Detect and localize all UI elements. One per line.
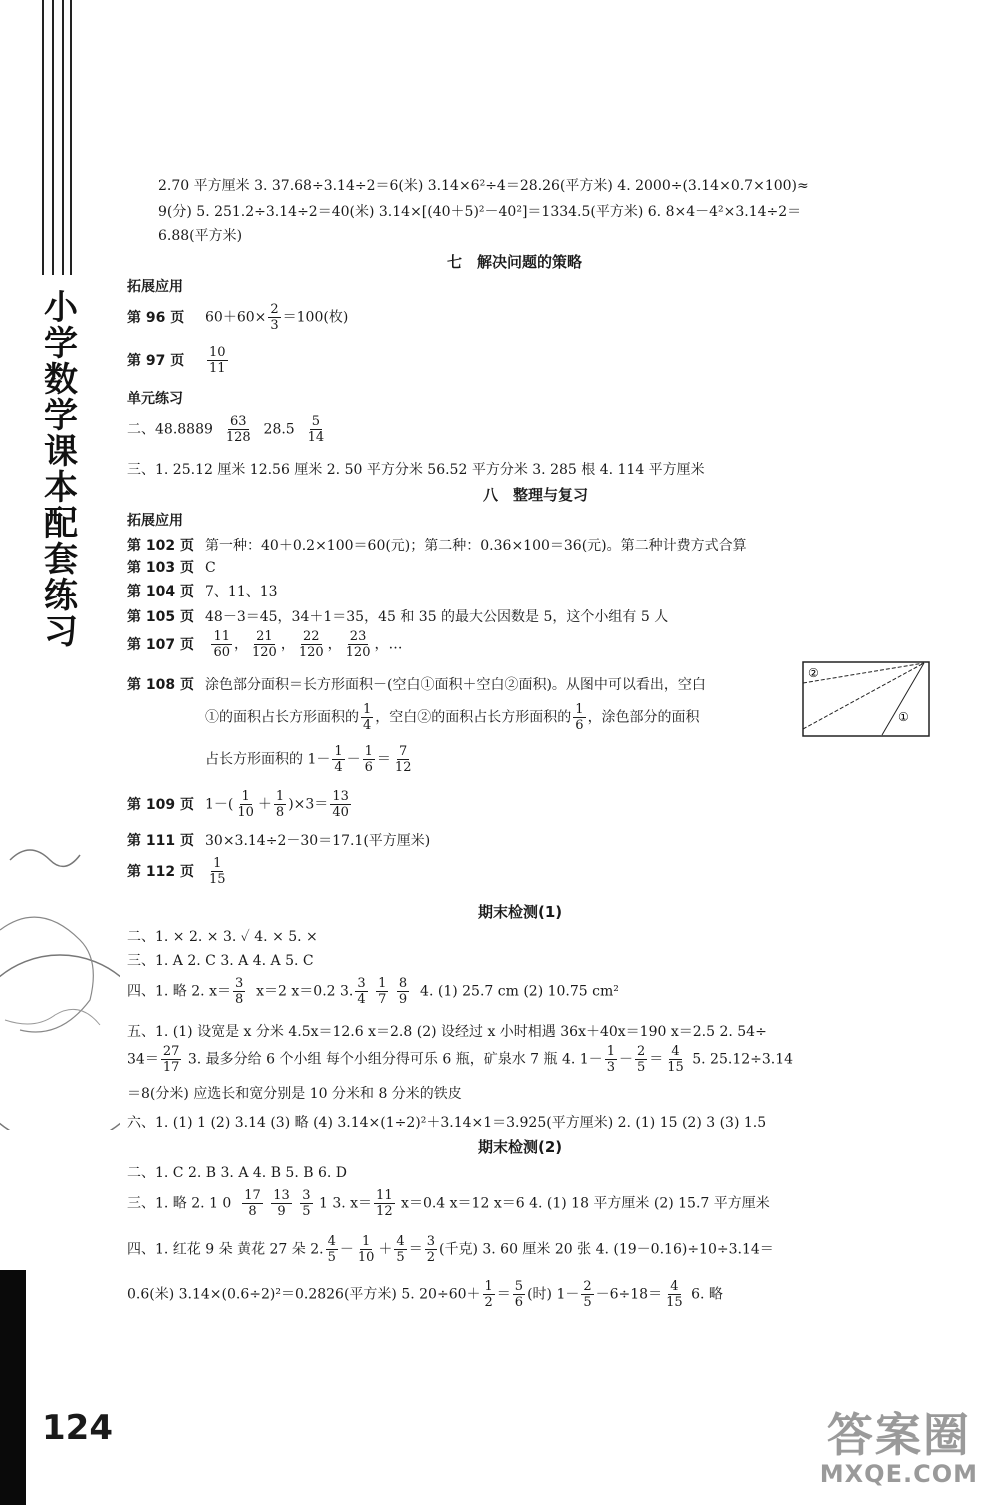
section-heading: 期末检测(2)	[478, 1138, 563, 1156]
answer-p102: 第 102 页 第一种：40＋0.2×100＝60(元)；第二种：0.36×100＝36(元)。第二种计费方式合算	[127, 538, 747, 554]
section-heading: 七 解决问题的策略	[447, 253, 583, 271]
book-title: 小 学 数 学 课 本 配 套 练 习	[44, 288, 78, 652]
answer-p109: 第 109 页 1－( $\frac{1}{10}$ ＋ $\frac{1}{8}$ )×3＝ $\frac{13}{40}$	[127, 789, 349, 820]
text-line: 0.6(米) 3.14×(0.6÷2)²＝0.2826(平方米) 5. 20÷60＋ $\frac{1}{2}$ ＝ $\frac{5}{6}$ (时) 1－ $\frac{2}{5}$ －6÷18＝ $\frac{4}{15}$ 6. 略	[127, 1279, 723, 1310]
answer-p108: 第 108 页 涂色部分面积＝长方形面积－(空白①面积＋空白②面积)。从图中可以看出，空白	[127, 677, 706, 693]
text-line: 六、1. (1) 1 (2) 3.14 (3) 略 (4) 3.14×(1÷2)²＋3.14×1＝3.925(平方厘米) 2. (1) 15 (2) 3 (3) 1.5	[127, 1115, 767, 1131]
text-line: ①的面积占长方形面积的 $\frac{1}{4}$ ，空白②的面积占长方形面积的 $\frac{1}{6}$ ，涂色部分的面积	[205, 702, 700, 733]
answer-p107: 第 107 页 $\frac{11}{60}$ ， $\frac{21}{120}$ ， $\frac{22}{120}$ ， $\frac{23}{120}$ ，…	[127, 629, 403, 660]
text-line: 四、1. 略 2. x＝ $\frac{3}{8}$ x＝2 x＝0.2 3. $\frac{3}{4}$ $\frac{1}{7}$ $\frac{8}{9}$ 4. (1) 25.7 cm (2) 10.75 cm²	[127, 976, 619, 1007]
text-line: 二、1. C 2. B 3. A 4. B 5. B 6. D	[127, 1165, 348, 1181]
text-line: 34＝ $\frac{27}{17}$ 3. 最多分给 6 个小组 每个小组分得可乐 6 瓶，矿泉水 7 瓶 4. 1－ $\frac{1}{3}$ － $\frac{2}{5}$ ＝ $\frac{4}{15}$ 5. 25.12÷3.14	[127, 1044, 794, 1075]
answer-p104: 第 104 页 7、11、13	[127, 584, 278, 600]
text-line: ＝8(分米) 应选长和宽分别是 10 分米和 8 分米的铁皮	[127, 1086, 462, 1102]
text-line: 2.70 平方厘米 3. 37.68÷3.14÷2＝6(米) 3.14×6²÷4＝28.26(平方米) 4. 2000÷(3.14×0.7×100)≈	[158, 178, 809, 194]
figure-label-2: ②	[808, 666, 819, 680]
answer-p111: 第 111 页 30×3.14÷2－30＝17.1(平方厘米)	[127, 833, 431, 849]
answer-p96: 第 96 页 60＋60× $\frac{2}{3}$ ＝100(枚)	[127, 302, 349, 333]
figure-label-1: ①	[898, 710, 909, 724]
rectangle-figure	[802, 661, 930, 737]
section-heading: 期末检测(1)	[478, 903, 563, 921]
answer-p112: 第 112 页 $\frac{1}{15}$	[127, 856, 226, 887]
text-line: 占长方形面积的 1－ $\frac{1}{4}$ － $\frac{1}{6}$ ＝ $\frac{7}{12}$	[205, 744, 412, 775]
globe-sketch-illustration	[0, 820, 120, 1130]
text-line: 6.88(平方米)	[158, 228, 243, 244]
text-line: 五、1. (1) 设宽是 x 分米 4.5x＝12.6 x＝2.8 (2) 设经过 x 小时相遇 36x＋40x＝190 x＝2.5 2. 54÷	[127, 1024, 767, 1040]
left-dark-bar	[0, 1270, 26, 1505]
text-line: 四、1. 红花 9 朵 黄花 27 朵 2. $\frac{4}{5}$ － $\frac{1}{10}$ ＋ $\frac{4}{5}$ ＝ $\frac{3}{2}$ (千克) 3. 60 厘米 20 张 4. (19－0.16)÷10÷3.14＝	[127, 1234, 774, 1265]
text-line: 9(分) 5. 251.2÷3.14÷2＝40(米) 3.14×[(40＋5)²－40²]＝1334.5(平方米) 6. 8×4－4²×3.14÷2＝	[158, 204, 802, 220]
answer-p97: 第 97 页 $\frac{10}{11}$	[127, 345, 226, 376]
text-line: 二、1. × 2. × 3. ✓ 4. × 5. ×	[127, 929, 318, 945]
answer-p103: 第 103 页 C	[127, 560, 216, 576]
answer-p105: 第 105 页 48－3＝45，34＋1＝35，45 和 35 的最大公因数是 5，这个小组有 5 人	[127, 609, 669, 625]
watermark-logo: 答案圈 MXQE.COM	[819, 1408, 978, 1488]
subheading: 单元练习	[127, 391, 183, 407]
answer-unit-3: 三、1. 25.12 厘米 12.56 厘米 2. 50 平方分米 56.52 平方分米 3. 285 根 4. 114 平方厘米	[127, 462, 705, 478]
answer-unit-2: 二、48.8889 $\frac{63}{128}$ 28.5 $\frac{5}{14}$	[127, 414, 325, 445]
text-line: 三、1. 略 2. 1 0 $\frac{17}{8}$ $\frac{13}{9}$ $\frac{3}{5}$ 1 3. x＝ $\frac{11}{12}$ x＝0.4 x＝12 x＝6 4. (1) 18 平方厘米 (2) 15.7 平方厘米	[127, 1188, 770, 1219]
page-number: 124	[42, 1408, 113, 1448]
text-line: 三、1. A 2. C 3. A 4. A 5. C	[127, 953, 314, 969]
subheading: 拓展应用	[127, 279, 183, 295]
subheading: 拓展应用	[127, 513, 183, 529]
spine-lines	[38, 0, 78, 275]
section-heading: 八 整理与复习	[483, 486, 589, 504]
